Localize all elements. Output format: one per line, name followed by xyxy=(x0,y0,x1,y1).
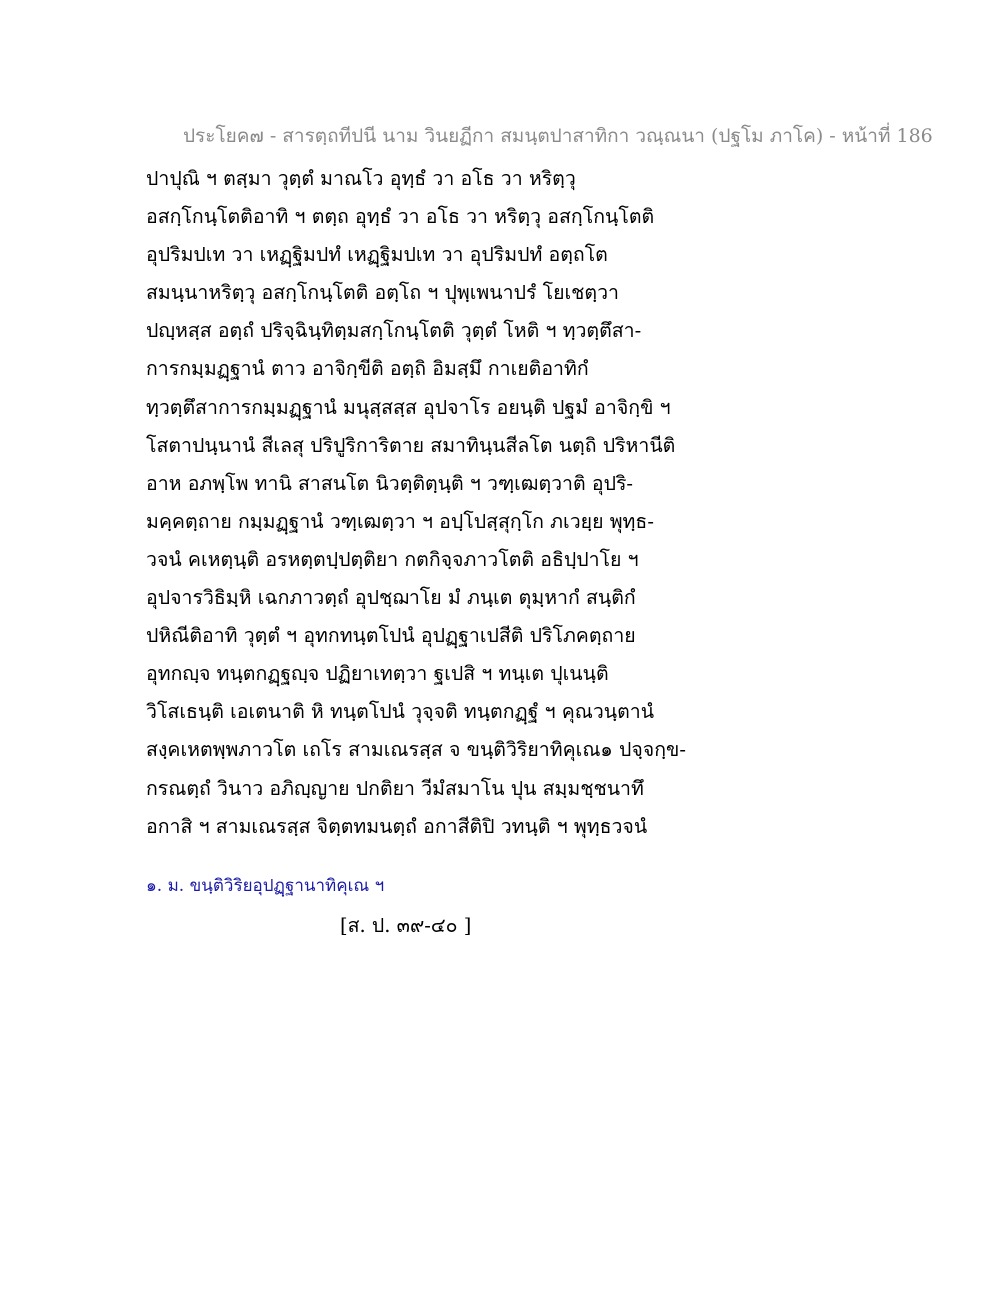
text-line: อุปจารวิธิมฺหิ เฉกภาวตฺถํ อุปชฺฌาโย มํ ภนฺเต ตุมฺหากํ สนฺติกํ xyxy=(146,586,636,610)
running-header: ประโยค๗ - สารตฺถทีปนี นาม วินยฏีกา สมนฺตปาสาทิกา วณฺณนา (ปฐโม ภาโค) - หน้าที่ 186 xyxy=(183,125,933,147)
text-line: มคฺคตฺถาย กมฺมฏฺฐานํ วฑฺเฒตฺวา ฯ อปฺโปสฺสุกฺโก ภเวยฺย พุทฺธ- xyxy=(146,509,654,533)
text-line: กรณตฺถํ วินาว อภิญฺญาย ปกติยา วีมํสมาโน ปุน สมฺมชฺชนาทึ xyxy=(146,776,644,800)
text-line: อาห อภพฺโพ ทานิ สาสนโต นิวตฺติตฺนฺติ ฯ วฑฺเฒตฺวาติ อุปริ- xyxy=(146,471,634,495)
text-line: อกาสิ ฯ สามเณรสฺส จิตฺตทมนตฺถํ อกาสีติปิ วทนฺติ ฯ พุทฺธวจนํ xyxy=(146,814,648,838)
text-line: สงฺคเหตพฺพภาวโต เถโร สามเณรสฺส จ ขนฺติวิริยาทิคุเณ๑ ปจฺจกฺข- xyxy=(146,738,686,762)
text-line: การกมฺมฏฺฐานํ ตาว อาจิกฺขีติ อตฺถิ อิมสฺมึ กาเยติอาทิกํ xyxy=(146,357,589,381)
page-reference: [ส. ป. ๓๙-๔๐ ] xyxy=(340,914,472,937)
text-line: ปาปุณิ ฯ ตสฺมา วุตฺตํ มาณโว อุทฺธํ วา อโธ วา หริตฺวุ xyxy=(146,167,576,190)
text-line: สมนฺนาหริตฺวุ อสกฺโกนฺโตติ อตฺโถ ฯ ปุพฺเพนาปรํ โยเชตฺวา xyxy=(146,281,619,305)
text-line: อุปริมปเท วา เหฏฺฐิมปทํ เหฏฺฐิมปเท วา อุปริมปทํ อตฺถโต xyxy=(146,243,608,267)
text-line: ทฺวตฺตึสาการกมฺมฏฺฐานํ มนุสฺสสฺส อุปจาโร อยนฺติ ปฐมํ อาจิกฺขิ ฯ xyxy=(146,395,671,419)
footnote: ๑. ม. ขนฺติวิริยอุปฏฺฐานาทิคุเณ ฯ xyxy=(146,876,385,896)
text-line: โสตาปนฺนานํ สีเลสุ ปริปูริการิตาย สมาทินฺนสีลโต นตฺถิ ปริหานีติ xyxy=(146,433,676,457)
text-line: อุทกญฺจ ทนฺตกฏฺฐญฺจ ปฏิยาเทตฺวา ฐเปสิ ฯ ทนฺเต ปุเนนฺติ xyxy=(146,662,609,686)
text-line: วจนํ คเหตฺนฺติ อรหตฺตปฺปตฺติยา กตกิจฺจภาวโตติ อธิปฺปาโย ฯ xyxy=(146,547,639,571)
text-line: วิโสเธนฺติ เอเตนาติ หิ ทนฺตโปนํ วุจฺจติ ทนฺตกฏฺฐํ ฯ คุณวนฺตานํ xyxy=(146,700,655,724)
body-text xyxy=(146,160,866,846)
text-line: อสกฺโกนฺโตติอาทิ ฯ ตตฺถ อุทฺธํ วา อโธ วา หริตฺวุ อสกฺโกนฺโตติ xyxy=(146,205,655,229)
text-line: ปญฺหสฺส อตฺถํ ปริจฺฉินฺทิตฺมสกฺโกนฺโตติ วุตฺตํ โหติ ฯ ทฺวตฺตึสา- xyxy=(146,319,642,343)
text-line: ปหิณีติอาทิ วุตฺตํ ฯ อุทกทนฺตโปนํ อุปฏฺฐาเปสีติ ปริโภคตฺถาย xyxy=(146,624,636,648)
